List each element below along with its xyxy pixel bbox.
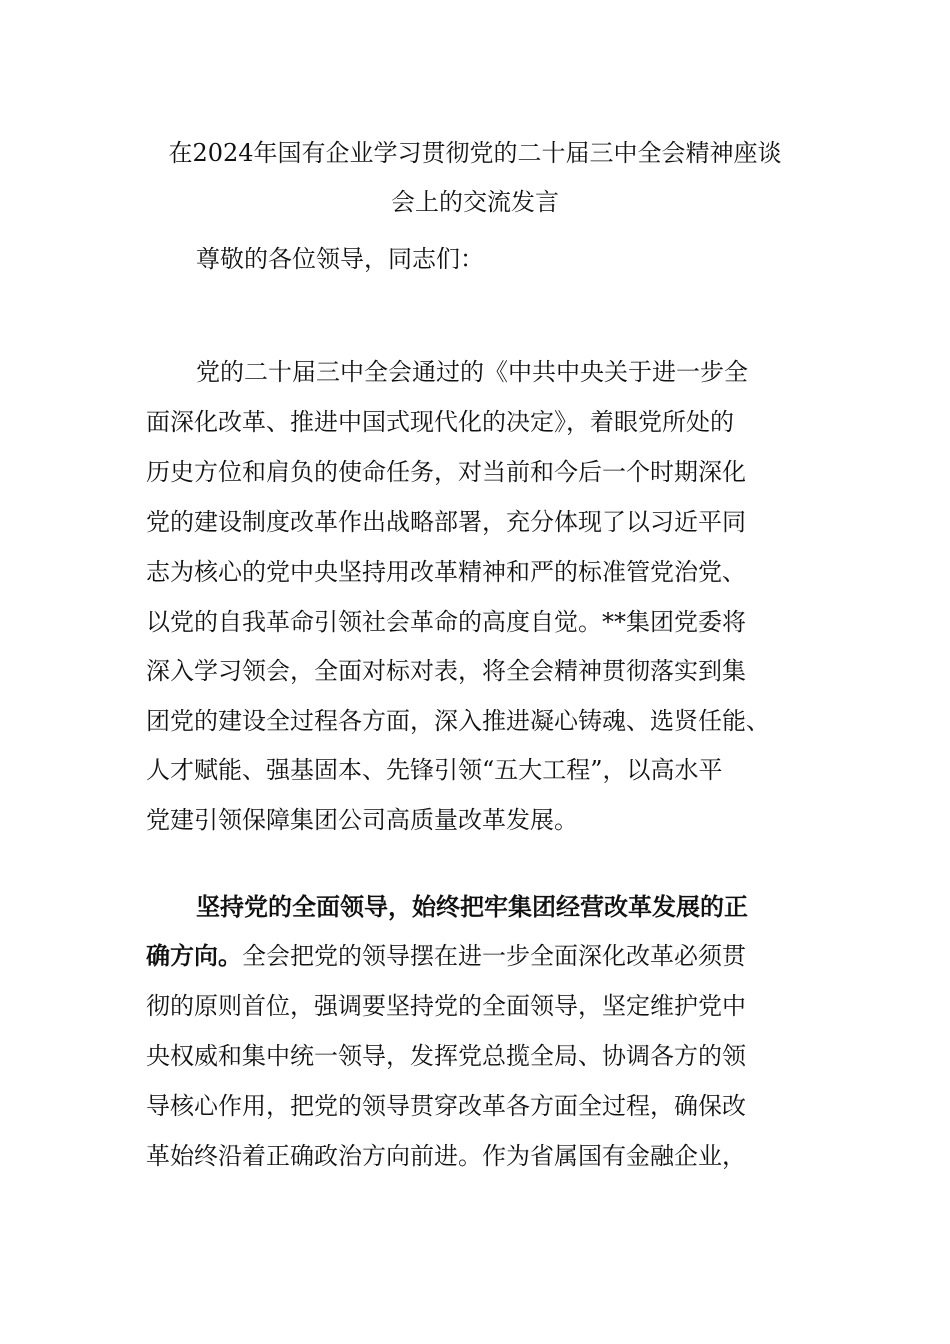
section-heading-end: 确方向。: [146, 941, 242, 970]
paragraph-2-line: 革始终沿着正确政治方向前进。作为省属国有金融企业，: [146, 1142, 746, 1170]
paragraph-1-line: 面深化改革、推进中国式现代化的决定》，着眼党所处的: [146, 408, 734, 436]
section-heading: 坚持党的全面领导，始终把牢集团经营改革发展的正: [196, 892, 748, 921]
paragraph-1-line: 历史方位和肩负的使命任务，对当前和今后一个时期深化: [146, 458, 746, 486]
paragraph-2-line: [146, 941, 746, 971]
paragraph-2-line: 央权威和集中统一领导，发挥党总揽全局、协调各方的领: [146, 1042, 746, 1070]
document-title-line-2: 会上的交流发言: [391, 188, 559, 216]
paragraph-2-text: 全会把党的领导摆在进一步全面深化改革必须贯: [242, 942, 746, 970]
paragraph-1-line: 志为核心的党中央坚持用改革精神和严的标准管党治党、: [146, 558, 746, 586]
paragraph-2-line: 彻的原则首位，强调要坚持党的全面领导，坚定维护党中: [146, 992, 746, 1020]
paragraph-1-line: 党的二十届三中全会通过的《中共中央关于进一步全: [196, 358, 748, 386]
paragraph-2-line: 导核心作用，把党的领导贯穿改革各方面全过程，确保改: [146, 1092, 746, 1120]
paragraph-1-line: 党建引领保障集团公司高质量改革发展。: [146, 806, 578, 834]
paragraph-1-line: 以党的自我革命引领社会革命的高度自觉。**集团党委将: [146, 608, 746, 636]
paragraph-1-line: 团党的建设全过程各方面，深入推进凝心铸魂、选贤任能、: [146, 707, 770, 735]
salutation: 尊敬的各位领导，同志们：: [196, 245, 484, 273]
paragraph-1-line: 人才赋能、强基固本、先锋引领“五大工程”，以高水平: [146, 756, 723, 784]
document-title-line-1: 在2024年国有企业学习贯彻党的二十届三中全会精神座谈: [168, 139, 782, 167]
paragraph-1-line: 深入学习领会，全面对标对表，将全会精神贯彻落实到集: [146, 657, 746, 685]
paragraph-1-line: 党的建设制度改革作出战略部署，充分体现了以习近平同: [146, 508, 746, 536]
